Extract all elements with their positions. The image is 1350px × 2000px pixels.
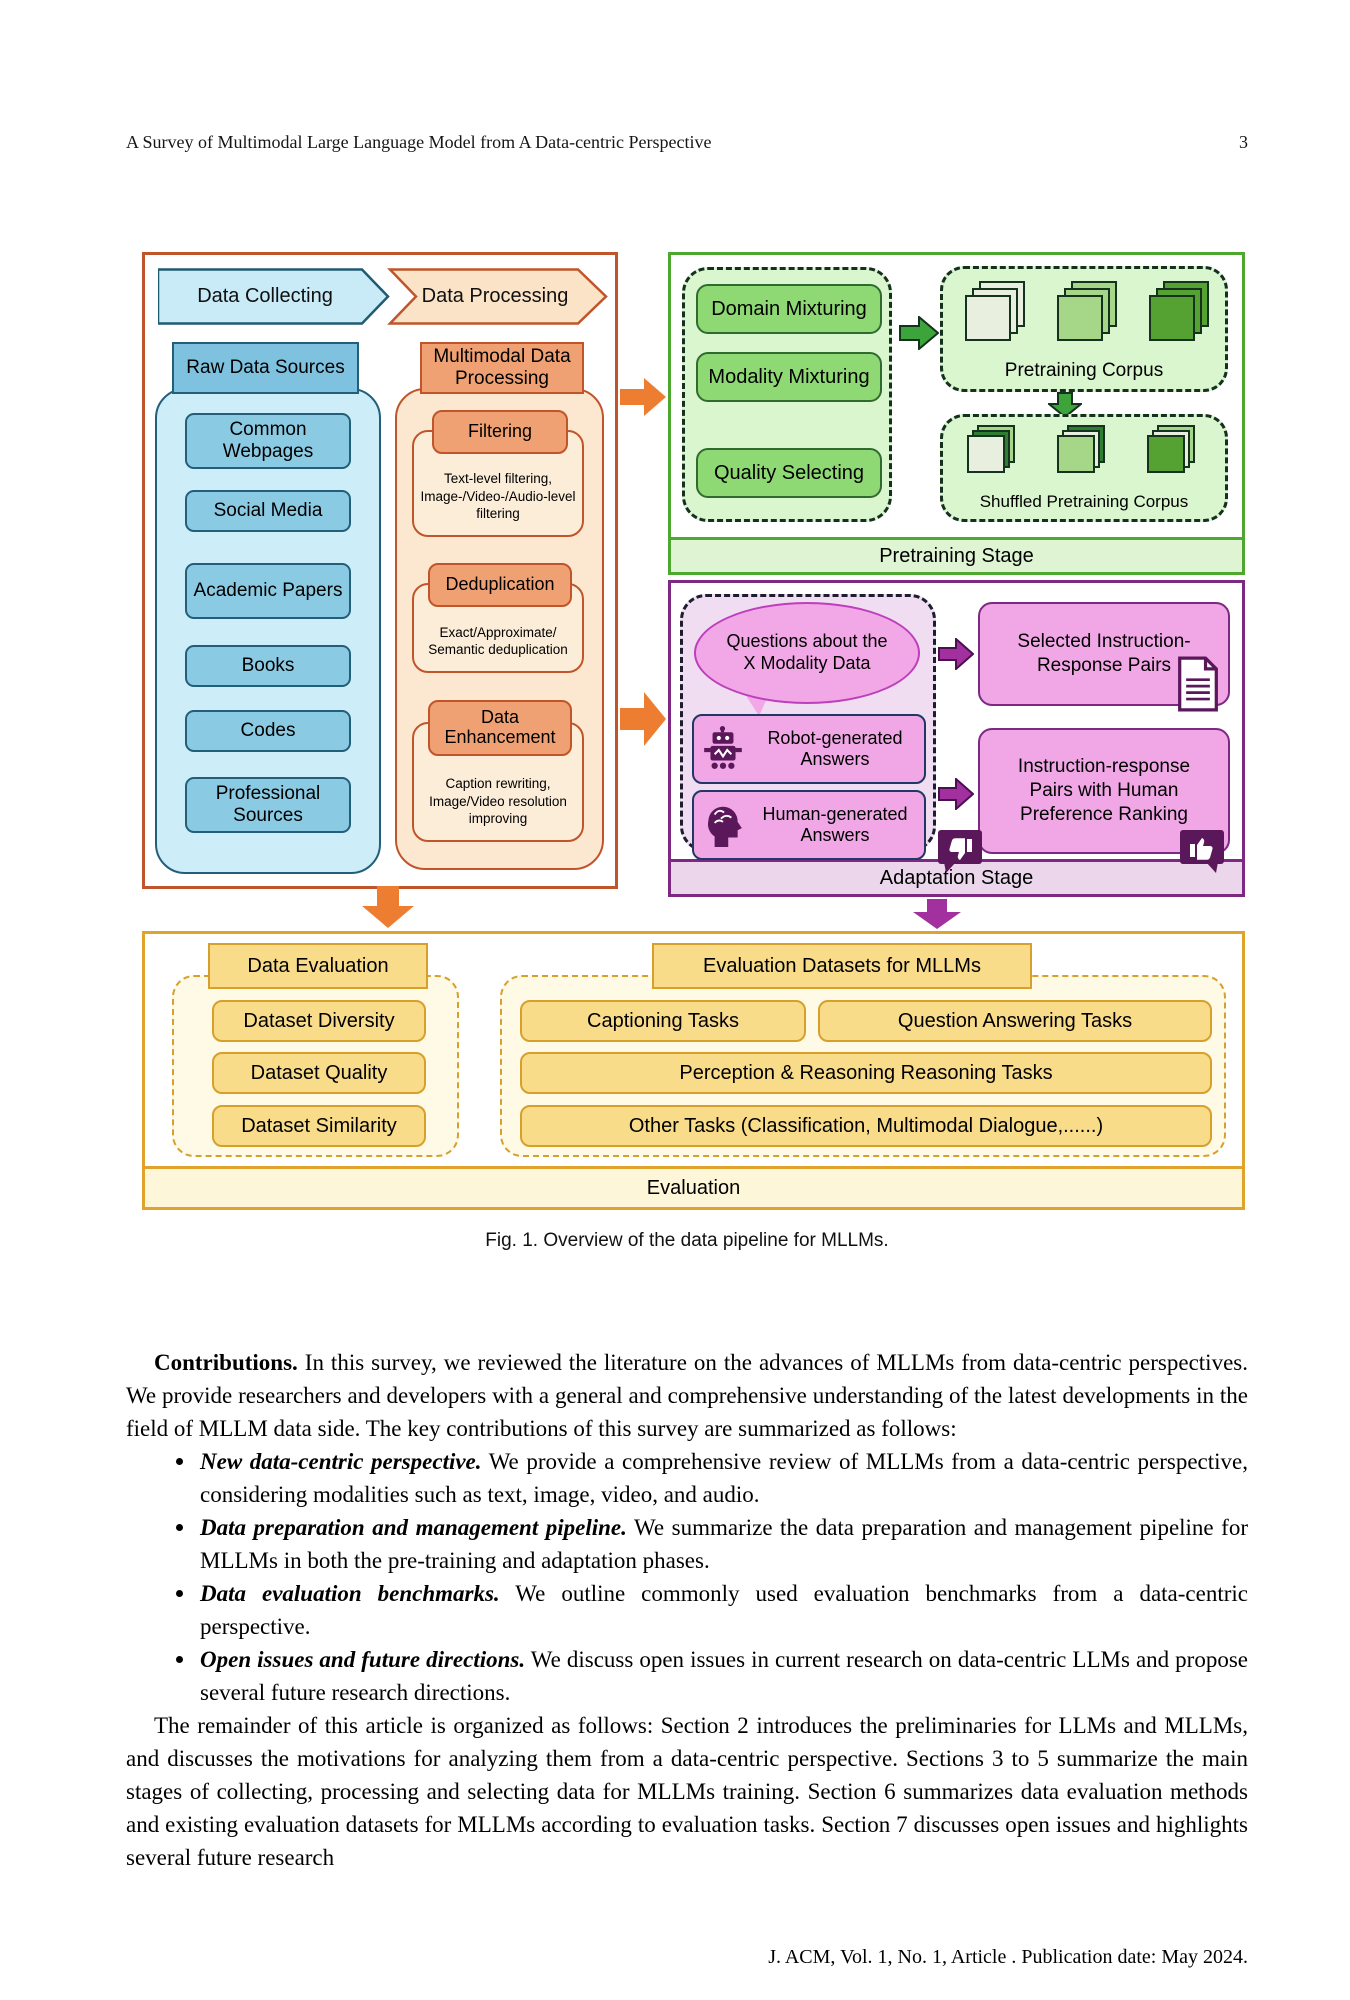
chevron-data-processing: Data Processing xyxy=(421,285,569,307)
multimodal-processing-header: Multimodal Data Processing xyxy=(420,342,584,394)
human-generated-box xyxy=(692,790,926,860)
bullet-lead: Data evaluation benchmarks. xyxy=(200,1581,500,1606)
contributions-lead: Contributions. xyxy=(154,1350,298,1375)
raw-source-social-media: Social Media xyxy=(185,490,351,532)
deduplication-header: Deduplication xyxy=(428,563,572,607)
bullet-rest: We outline commonly used evaluation benchmarks from a data-centric perspective. xyxy=(200,1581,1248,1639)
arrow-ranking-pairs-icon xyxy=(938,778,974,810)
bullet-dot xyxy=(176,1524,183,1531)
bullet-pipeline xyxy=(126,1511,1248,1577)
questions-bubble xyxy=(694,602,920,704)
dataset-diversity-box: Dataset Diversity xyxy=(212,1000,426,1042)
robot-icon xyxy=(700,726,746,772)
domain-mixturing-box: Domain Mixturing xyxy=(696,284,882,334)
human-generated-label: Human-generated Answers xyxy=(762,804,908,845)
bullet-lead: Data preparation and management pipeline. xyxy=(200,1515,627,1540)
body-text xyxy=(126,1346,1248,1874)
running-head xyxy=(126,132,1248,153)
organization-paragraph: The remainder of this article is organized as follows: Section 2 introduces the preliminaries for LLMs and MLLMs, and discusses the motivations for analyzing them from a data-centric perspective. Sections 3 to 5 summarize the main stages of collecting, processing and selecting data for MLLMs training. Section 6 summarizes data evaluation methods and existing evaluation datasets for MLLMs according to evaluation tasks. Section 7 discusses open issues and highlights several future research xyxy=(126,1713,1248,1870)
figure-caption: Fig. 1. Overview of the data pipeline for MLLMs. xyxy=(485,1230,889,1251)
shuffled-corpus-label: Shuffled Pretraining Corpus xyxy=(979,492,1189,511)
captioning-tasks-box: Captioning Tasks xyxy=(520,1000,806,1042)
bullet-rest: We summarize the data preparation and management pipeline for MLLMs in both the pre-training and adaptation phases. xyxy=(200,1515,1248,1573)
robot-generated-box xyxy=(692,714,926,784)
thumbs-up-icon xyxy=(1178,828,1226,874)
pretraining-corpus-label: Pretraining Corpus xyxy=(1004,360,1164,381)
data-enhancement-header: Data Enhancement xyxy=(428,700,572,756)
journal-footer: J. ACM, Vol. 1, No. 1, Article . Publication date: May 2024. xyxy=(768,1946,1248,1968)
arrow-to-evaluation-left-icon xyxy=(362,886,414,928)
ranking-pairs-label: Instruction-response Pairs with Human Preference Ranking xyxy=(1017,756,1191,825)
pretraining-stage-label: Pretraining Stage xyxy=(668,537,1245,575)
document-icon xyxy=(1176,656,1220,712)
dataset-quality-box: Dataset Quality xyxy=(212,1052,426,1094)
perception-reasoning-tasks-box: Perception & Reasoning Reasoning Tasks xyxy=(520,1052,1212,1094)
quality-selecting-box: Quality Selecting xyxy=(696,448,882,498)
bullet-dot xyxy=(176,1656,183,1663)
evaluation-stage-label: Evaluation xyxy=(142,1166,1245,1210)
raw-data-sources-header: Raw Data Sources xyxy=(172,342,359,394)
arrow-to-adaptation-icon xyxy=(620,692,666,746)
bullet-rest: We provide a comprehensive review of MLLMs from a data-centric perspective, considering modalities such as text, image, video, and audio. xyxy=(200,1449,1248,1507)
arrow-to-pretraining-icon xyxy=(620,378,666,416)
bullet-dot xyxy=(176,1458,183,1465)
other-tasks-box: Other Tasks (Classification, Multimodal Dialogue,......) xyxy=(520,1105,1212,1147)
page-number: 3 xyxy=(1239,132,1248,152)
pretraining-corpus-box xyxy=(940,266,1228,392)
selected-pairs-label: Selected Instruction-Response Pairs xyxy=(1017,631,1191,676)
raw-source-professional-sources: Professional Sources xyxy=(185,777,351,833)
filtering-header: Filtering xyxy=(432,410,568,454)
adaptation-stage-label: Adaptation Stage xyxy=(668,859,1245,897)
contributions-paragraph xyxy=(126,1346,1248,1445)
arrow-to-evaluation-right-icon xyxy=(913,899,961,929)
arrow-to-corpus-icon xyxy=(899,316,939,350)
bullet-open-issues xyxy=(126,1643,1248,1709)
filtering-desc: Text-level filtering, Image-/Video-/Audio-level filtering xyxy=(412,430,584,537)
raw-source-academic-papers: Academic Papers xyxy=(185,563,351,619)
thumbs-down-icon xyxy=(936,828,984,874)
modality-mixturing-box: Modality Mixturing xyxy=(696,352,882,402)
human-brain-icon xyxy=(700,802,746,848)
robot-generated-label: Robot-generated Answers xyxy=(767,728,903,769)
bullet-lead: Open issues and future directions. xyxy=(200,1647,526,1672)
data-evaluation-header: Data Evaluation xyxy=(208,943,428,989)
chevron-data-collecting: Data Collecting xyxy=(197,285,333,307)
running-head-title: A Survey of Multimodal Large Language Model from A Data-centric Perspective xyxy=(126,132,712,152)
bullet-lead: New data-centric perspective. xyxy=(200,1449,482,1474)
bullet-benchmarks xyxy=(126,1577,1248,1643)
bullet-rest: We discuss open issues in current research on data-centric LLMs and propose several future research directions. xyxy=(200,1647,1249,1705)
dataset-similarity-box: Dataset Similarity xyxy=(212,1105,426,1147)
bullet-dot xyxy=(176,1590,183,1597)
shuffled-pretraining-corpus-box xyxy=(940,414,1228,522)
raw-source-common-webpages: Common Webpages xyxy=(185,413,351,469)
deduplication-desc: Exact/Approximate/ Semantic deduplication xyxy=(412,583,584,673)
questions-bubble-text: Questions about the X Modality Data xyxy=(726,631,888,673)
contributions-rest: In this survey, we reviewed the literature on the advances of MLLMs from data-centric perspectives. We provide researchers and developers with a general and comprehensive understanding of the latest developments in the field of MLLM data side. The key contributions of this survey are summarized as follows: xyxy=(126,1350,1248,1441)
raw-source-codes: Codes xyxy=(185,710,351,752)
data-enhancement-desc: Caption rewriting, Image/Video resolution improving xyxy=(412,722,584,842)
bullet-new-perspective xyxy=(126,1445,1248,1511)
evaluation-datasets-header: Evaluation Datasets for MLLMs xyxy=(652,943,1032,989)
question-answering-tasks-box: Question Answering Tasks xyxy=(818,1000,1212,1042)
arrow-selected-pairs-icon xyxy=(938,638,974,670)
raw-source-books: Books xyxy=(185,645,351,687)
